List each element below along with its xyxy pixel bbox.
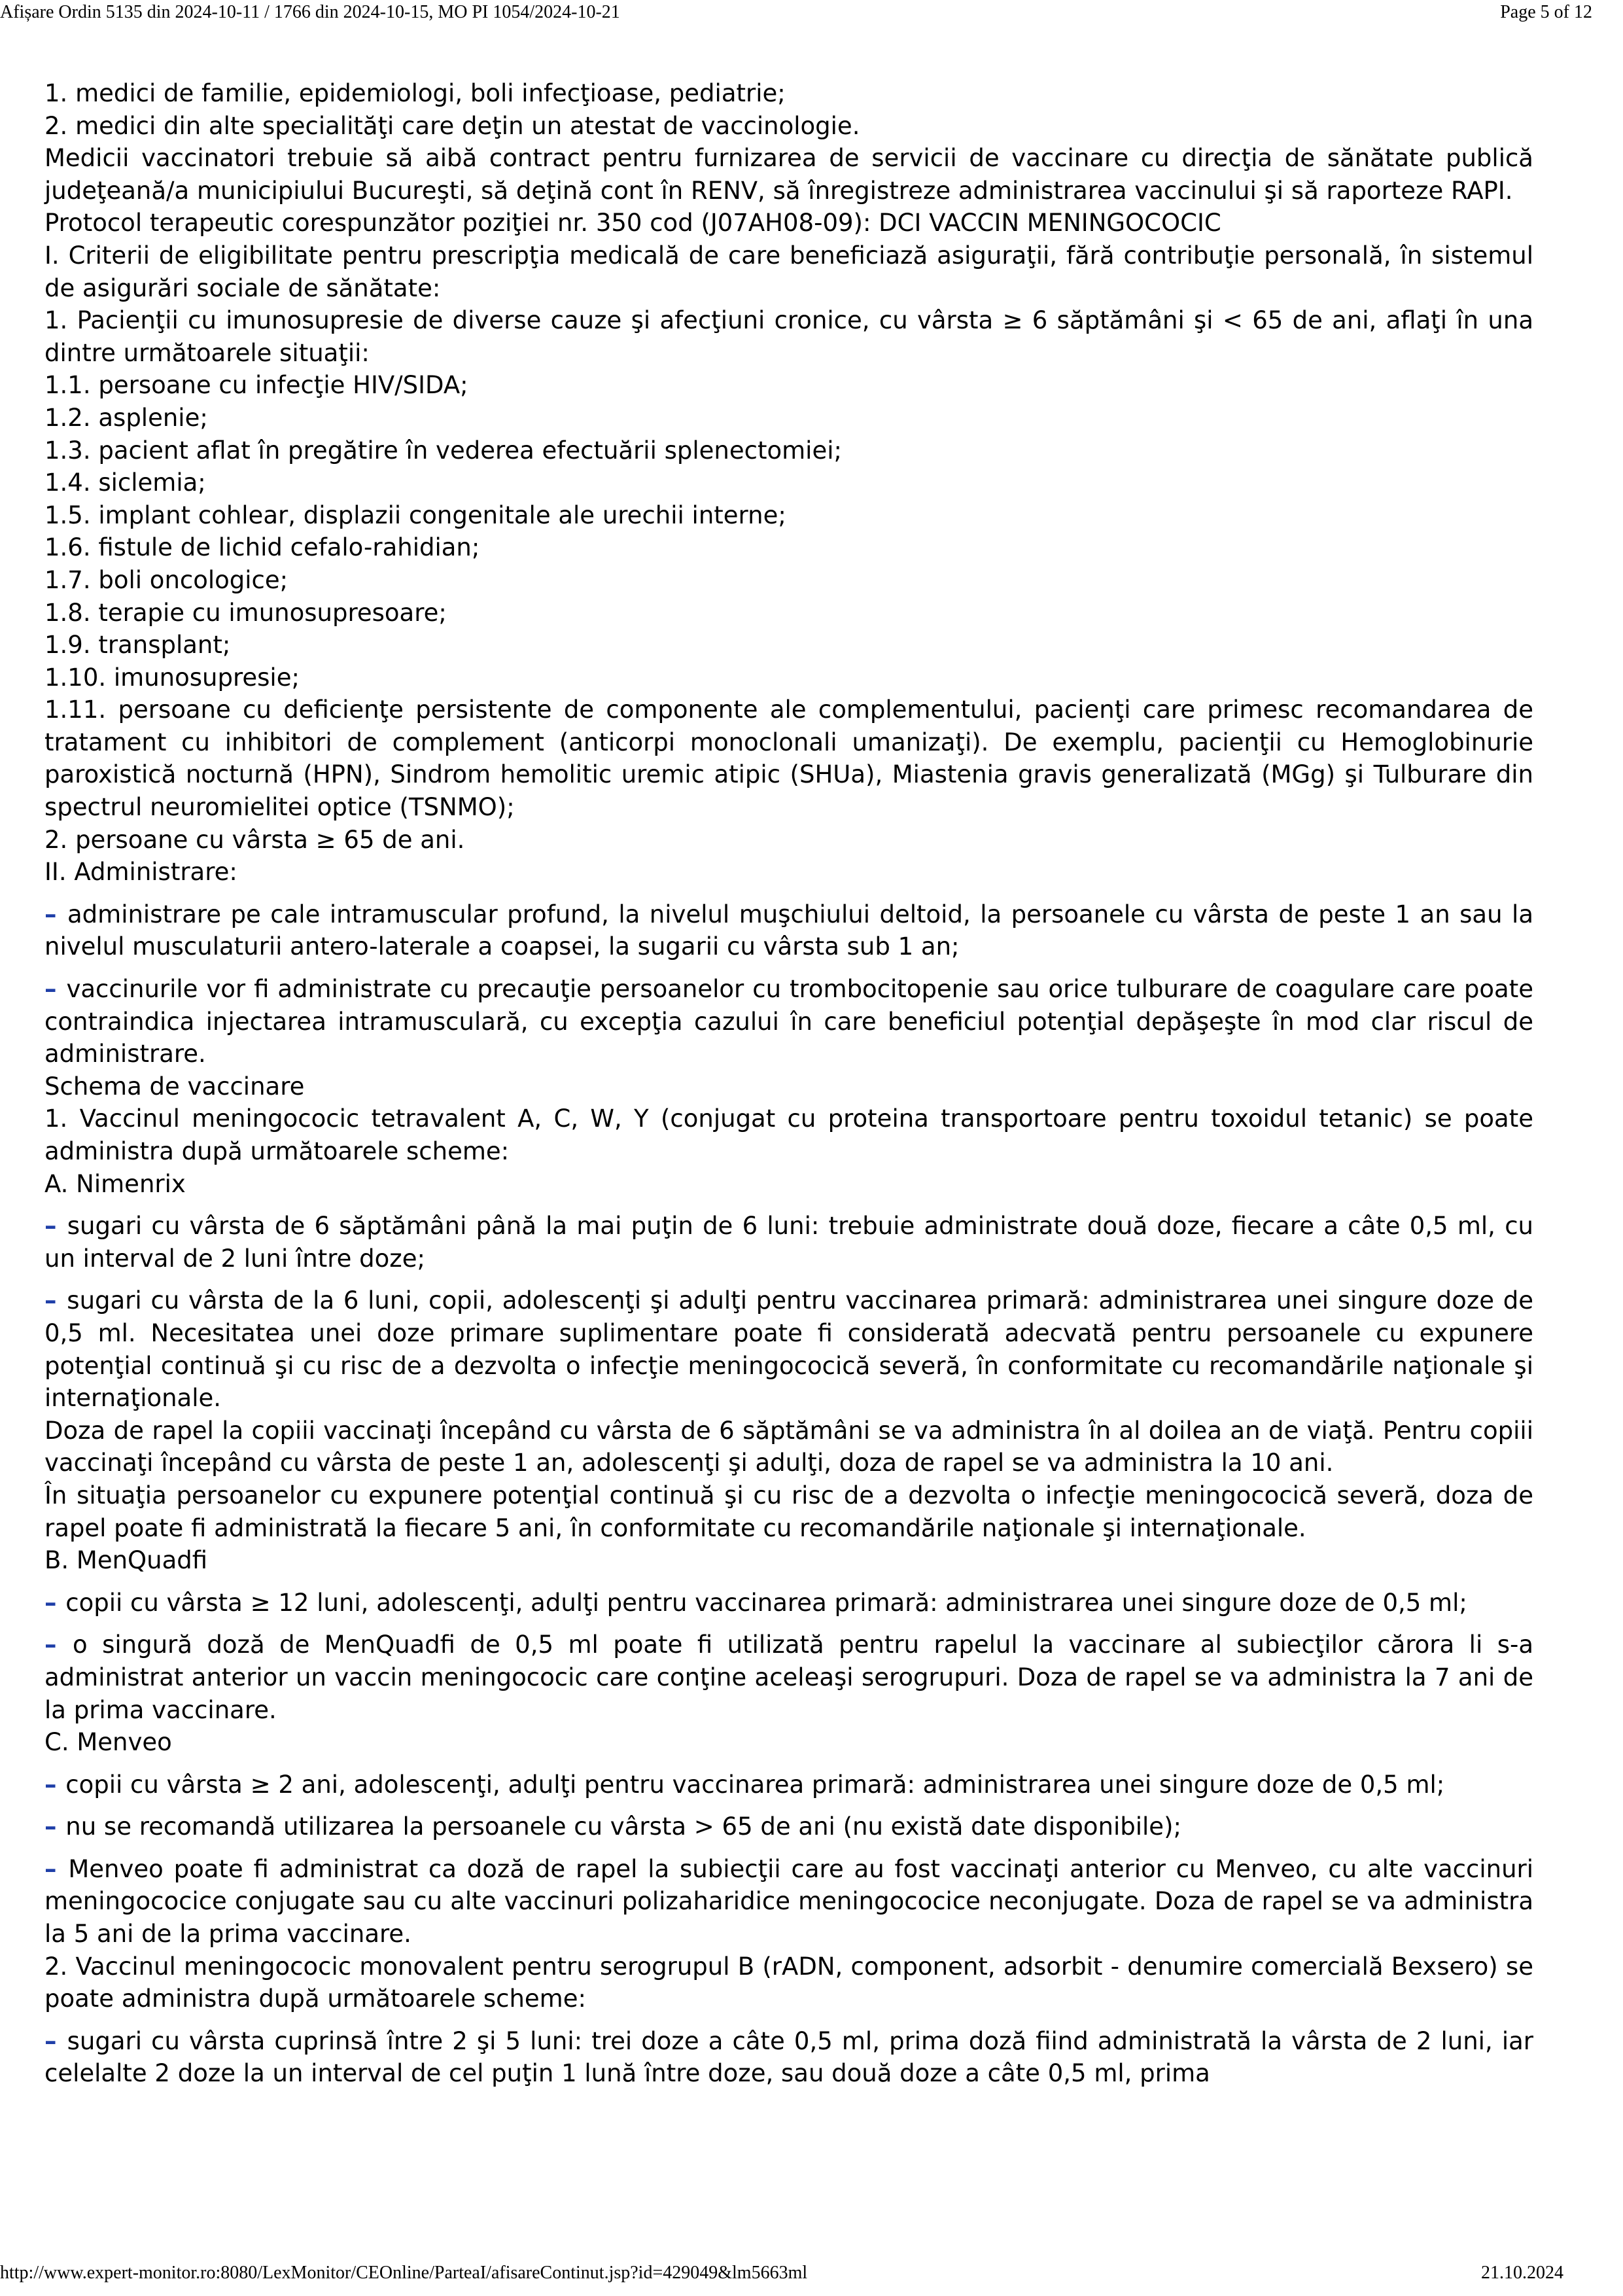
bullet-text: copii cu vârsta ≥ 2 ani, adolescenţi, adulţi pentru vaccinarea primară: administrarea unei singure doze de 0,5 ml; [65, 1770, 1445, 1799]
subheading: A. Nimenrix [44, 1169, 186, 1198]
bullet-text: nu se recomandă utilizarea la persoanele cu vârsta > 65 de ani (nu există date disponibile); [65, 1812, 1181, 1841]
bullet-text: sugari cu vârsta cuprinsă între 2 şi 5 luni: trei doze a câte 0,5 ml, prima doză fiind administrată la vârsta de 2 luni, iar celelalte 2 doze la un interval de cel puţin 1 lună între doze, sau două doze a câte 0,5 ml, prima [44, 2026, 1533, 2088]
dash-bullet-icon: – [44, 2026, 57, 2055]
subheading: C. Menveo [44, 1728, 172, 1757]
dash-bullet-icon: – [44, 975, 57, 1004]
paragraph: 1. Pacienţii cu imunosupresie de diverse cauze şi afecţiuni cronice, cu vârsta ≥ 6 săptămâni şi < 65 de ani, aflaţi în una dintre următoarele situaţii: [44, 306, 1533, 367]
list-item: 1.3. pacient aflat în pregătire în vederea efectuării splenectomiei; [44, 436, 842, 465]
document-body [44, 77, 1533, 2090]
bullet-item [44, 2025, 1533, 2090]
list-item: 1.5. implant cohlear, displazii congenitale ale urechii interne; [44, 501, 786, 529]
bullet-item [44, 1284, 1533, 1414]
page-header [0, 0, 1623, 39]
header-title: Afișare Ordin 5135 din 2024-10-11 / 1766 din 2024-10-15, MO PI 1054/2024-10-21 [0, 2, 620, 22]
dash-bullet-icon: – [44, 1854, 57, 1883]
bullet-text: o singură doză de MenQuadfi de 0,5 ml poate fi utilizată pentru rapelul la vaccinare al subiecţilor cărora li s-a administrat anterior un vaccin meningococic care conţine aceleaşi serogrupuri. Doza de rapel se va administra la 7 ani de la prima vaccinare. [44, 1631, 1533, 1724]
list-item: 1.1. persoane cu infecţie HIV/SIDA; [44, 371, 468, 400]
paragraph: Medicii vaccinatori trebuie să aibă contract pentru furnizarea de servicii de vaccinare cu direcţia de sănătate publică judeţeană/a municipiului Bucureşti, să deţină cont în RENV, să înregistreze administrarea vaccinului şi să raporteze RAPI. [44, 144, 1533, 205]
paragraph: 2. persoane cu vârsta ≥ 65 de ani. [44, 825, 465, 854]
dash-bullet-icon: – [44, 1588, 57, 1617]
paragraph: Schema de vaccinare [44, 1072, 305, 1101]
footer-url: http://www.expert-monitor.ro:8080/LexMonitor/CEOnline/ParteaI/afisareContinut.jsp?id=429049&lm5663ml [0, 2263, 808, 2283]
bullet-item [44, 1810, 1533, 1843]
paragraph: 2. Vaccinul meningococic monovalent pentru serogrupul B (rADN, component, adsorbit - denumire comercială Bexsero) se poate administra după următoarele scheme: [44, 1952, 1533, 2013]
bullet-item [44, 1587, 1533, 1619]
page-footer [0, 2263, 1623, 2292]
paragraph: Protocol terapeutic corespunzător poziţiei nr. 350 cod (J07AH08-09): DCI VACCIN MENINGOCOCIC [44, 209, 1221, 238]
list-item: 1.4. siclemia; [44, 468, 206, 497]
page-number: Page 5 of 12 [1500, 2, 1592, 22]
bullet-text: sugari cu vârsta de 6 săptămâni până la mai puţin de 6 luni: trebuie administrate două doze, fiecare a câte 0,5 ml, cu un interval de 2 luni între doze; [44, 1212, 1533, 1273]
list-item: 1.10. imunosupresie; [44, 663, 300, 692]
bullet-item [44, 1210, 1533, 1275]
section-heading: II. Administrare: [44, 858, 237, 887]
subheading: B. MenQuadfi [44, 1546, 208, 1575]
paragraph: În situaţia persoanelor cu expunere potenţial continuă şi cu risc de a dezvolta o infecţie meningococică severă, doza de rapel poate fi administrată la fiecare 5 ani, în conformitate cu recomandările naţionale şi internaţionale. [44, 1481, 1533, 1542]
dash-bullet-icon: – [44, 1631, 57, 1659]
paragraph: I. Criterii de eligibilitate pentru prescripţia medicală de care beneficiază asiguraţii, fără contribuţie personală, în sistemul de asigurări sociale de sănătate: [44, 241, 1533, 302]
bullet-item [44, 973, 1533, 1070]
paragraph: Doza de rapel la copiii vaccinaţi începând cu vârsta de 6 săptămâni se va administra în al doilea an de viaţă. Pentru copiii vaccinaţi începând cu vârsta de peste 1 an, adolescenţi şi adulţi, doza de rapel se va administra la 10 ani. [44, 1416, 1533, 1477]
bullet-item [44, 1769, 1533, 1801]
paragraph: 1. medici de familie, epidemiologi, boli infecţioase, pediatrie; [44, 79, 786, 107]
bullet-text: administrare pe cale intramuscular profund, la nivelul muşchiului deltoid, la persoanele cu vârsta de peste 1 an sau la nivelul musculaturii antero-laterale a coapsei, la sugarii cu vârsta sub 1 an; [44, 900, 1533, 961]
dash-bullet-icon: – [44, 1212, 57, 1241]
dash-bullet-icon: – [44, 900, 57, 928]
dash-bullet-icon: – [44, 1812, 57, 1841]
bullet-text: vaccinurile vor fi administrate cu precauţie persoanelor cu trombocitopenie sau orice tulburare de coagulare care poate contraindica injectarea intramusculară, cu excepţia cazului în care beneficiul potenţial depăşeşte în mod clar riscul de administrare. [44, 975, 1533, 1069]
paragraph: 1. Vaccinul meningococic tetravalent A, C, W, Y (conjugat cu proteina transportoare pentru toxoidul tetanic) se poate administra după următoarele scheme: [44, 1104, 1533, 1165]
paragraph: 2. medici din alte specialităţi care deţin un atestat de vaccinologie. [44, 111, 860, 140]
list-item: 1.7. boli oncologice; [44, 565, 288, 594]
bullet-text: sugari cu vârsta de la 6 luni, copii, adolescenţi şi adulţi pentru vaccinarea primară: administrarea unei singure doze de 0,5 ml. Necesitatea unei doze primare suplimentare poate fi considerată adecvată pentru persoanele cu expunere potenţial continuă şi cu risc de a dezvolta o infecţie meningococică severă, în conformitate cu recomandările naţionale şi internaţionale. [44, 1286, 1534, 1413]
bullet-item [44, 898, 1533, 963]
list-item: 1.8. terapie cu imunosupresoare; [44, 598, 447, 627]
bullet-text: copii cu vârsta ≥ 12 luni, adolescenţi, adulţi pentru vaccinarea primară: administrarea unei singure doze de 0,5 ml; [65, 1588, 1467, 1617]
footer-date: 21.10.2024 [1481, 2263, 1563, 2283]
list-item: 1.11. persoane cu deficienţe persistente de componente ale complementului, pacienţi care primesc recomandarea de tratament cu inhibitori de complement (anticorpi monoclonali umanizaţi). De exemplu, pacienţii cu Hemoglobinurie paroxistică nocturnă (HPN), Sindrom hemolitic uremic atipic (SHUa), Miastenia gravis generalizată (MGg) şi Tulburare din spectrul neuromielitei optice (TSNMO); [44, 696, 1533, 822]
list-item: 1.2. asplenie; [44, 403, 208, 432]
list-item: 1.9. transplant; [44, 631, 231, 660]
dash-bullet-icon: – [44, 1770, 57, 1799]
list-item: 1.6. fistule de lichid cefalo-rahidian; [44, 533, 480, 562]
dash-bullet-icon: – [44, 1286, 57, 1315]
bullet-item [44, 1853, 1533, 1951]
bullet-item [44, 1629, 1533, 1726]
bullet-text: Menveo poate fi administrat ca doză de rapel la subiecţii care au fost vaccinaţi anterior cu Menveo, cu alte vaccinuri meningococice conjugate sau cu alte vaccinuri polizaharidice meningococice neconjugate. Doza de rapel se va administra la 5 ani de la prima vaccinare. [44, 1854, 1534, 1949]
